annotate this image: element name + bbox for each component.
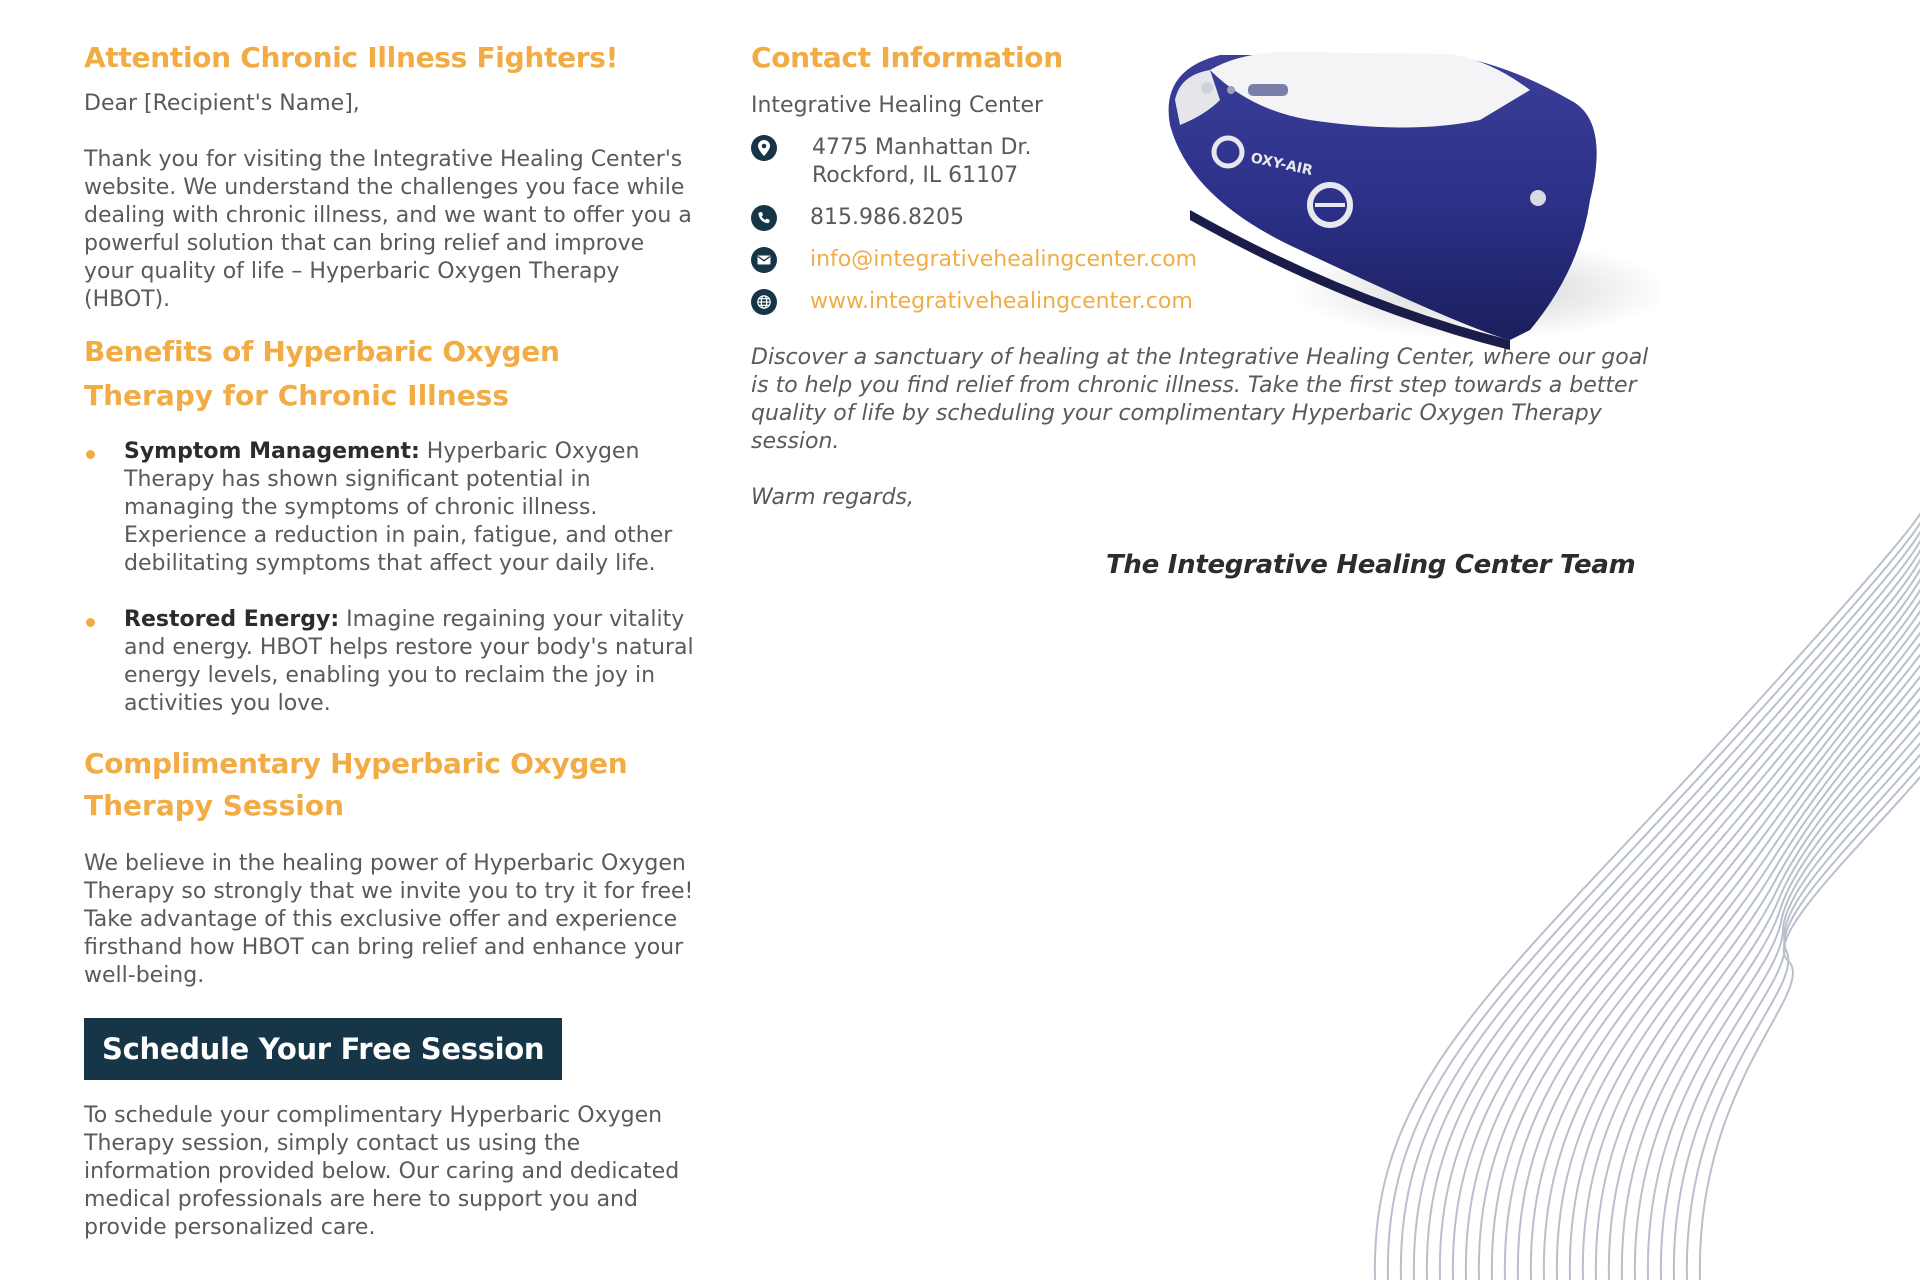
attention-heading: Attention Chronic Illness Fighters! bbox=[84, 41, 619, 74]
bullet-dot-icon bbox=[86, 450, 95, 459]
phone-icon bbox=[751, 205, 777, 231]
complimentary-subheading: Therapy Session bbox=[84, 789, 345, 822]
chamber-port-icon bbox=[1530, 190, 1546, 206]
complimentary-paragraph: We believe in the healing power of Hyperbaric Oxygen Therapy so strongly that we invite you to try it for free! Take advantage of this exclusive offer and experience firsthand how HBOT can bring relief and enhance your well-being. bbox=[84, 851, 694, 988]
wave-line bbox=[1622, 640, 1920, 1280]
schedule-instructions: To schedule your complimentary Hyperbaric Oxygen Therapy session, simply contact us using the information provided below. Our caring and dedicated medical professionals are here to support you and provide personalized care. bbox=[84, 1103, 680, 1240]
chamber-brand-label: OXY-AIR bbox=[1249, 150, 1315, 179]
intro-paragraph: Thank you for visiting the Integrative Healing Center's website. We understand the challenges you face while dealing with chronic illness, and we want to offer you a powerful solution that can bring relief and improve your quality of life – Hyperbaric Oxygen Therapy (HBOT). bbox=[84, 147, 692, 312]
wave-line bbox=[1466, 520, 1920, 1280]
regards: Warm regards, bbox=[751, 485, 914, 510]
wave-line bbox=[1401, 470, 1920, 1280]
hyperbaric-chamber-image bbox=[1150, 40, 1660, 350]
schedule-free-session-button[interactable]: Schedule Your Free Session bbox=[84, 1018, 562, 1080]
list-item bbox=[84, 438, 694, 578]
address-line-2: Rockford, IL 61107 bbox=[812, 163, 1019, 188]
decorative-wave-lines bbox=[1340, 430, 1920, 1280]
closing-paragraph: Discover a sanctuary of healing at the Integrative Healing Center, where our goal is to help you find relief from chronic illness. Take the first step towards a better quality of life by scheduling your complimentary Hyperbaric Oxygen Therapy session. bbox=[751, 345, 1649, 454]
left-column bbox=[84, 38, 694, 1242]
chamber-gauge-icon bbox=[1227, 86, 1235, 94]
wave-line bbox=[1414, 480, 1920, 1280]
bullet-text: Hyperbaric Oxygen Therapy has shown significant potential in managing the symptoms of chronic illness. Experience a reduction in pain, fatigue, and other debilitating symptoms that affect your daily life. bbox=[124, 439, 673, 576]
bullet-text: Imagine regaining your vitality and energy. HBOT helps restore your body's natural energy levels, enabling you to reclaim the joy in activities you love. bbox=[124, 607, 694, 716]
chamber-control-panel bbox=[1248, 84, 1288, 96]
bullet-term: Symptom Management: bbox=[124, 439, 420, 464]
address-line-1: 4775 Manhattan Dr. bbox=[812, 135, 1032, 160]
contact-heading: Contact Information bbox=[751, 41, 1063, 74]
email-icon bbox=[751, 247, 777, 273]
bullet-term: Restored Energy: bbox=[124, 607, 340, 632]
wave-line bbox=[1687, 690, 1920, 1280]
wave-line bbox=[1388, 460, 1920, 1280]
benefits-subheading: Therapy for Chronic Illness bbox=[84, 379, 510, 412]
email-link[interactable]: info@integrativehealingcenter.com bbox=[810, 247, 1198, 272]
phone-number[interactable]: 815.986.8205 bbox=[810, 205, 964, 230]
complimentary-heading: Complimentary Hyperbaric Oxygen bbox=[84, 747, 628, 780]
wave-line bbox=[1583, 610, 1920, 1280]
chamber-gauge-icon bbox=[1201, 82, 1213, 94]
greeting: Dear [Recipient's Name], bbox=[84, 91, 360, 116]
signature: The Integrative Healing Center Team bbox=[1106, 550, 1636, 580]
bullet-dot-icon bbox=[86, 618, 95, 627]
org-name: Integrative Healing Center bbox=[751, 93, 1044, 118]
globe-icon bbox=[751, 289, 777, 315]
website-link[interactable]: www.integrativehealingcenter.com bbox=[810, 289, 1193, 314]
benefits-list bbox=[84, 438, 694, 718]
list-item bbox=[84, 606, 694, 718]
wave-line bbox=[1635, 650, 1920, 1280]
benefits-heading: Benefits of Hyperbaric Oxygen bbox=[84, 335, 560, 368]
wave-line bbox=[1440, 500, 1920, 1280]
location-pin-icon bbox=[751, 135, 777, 161]
